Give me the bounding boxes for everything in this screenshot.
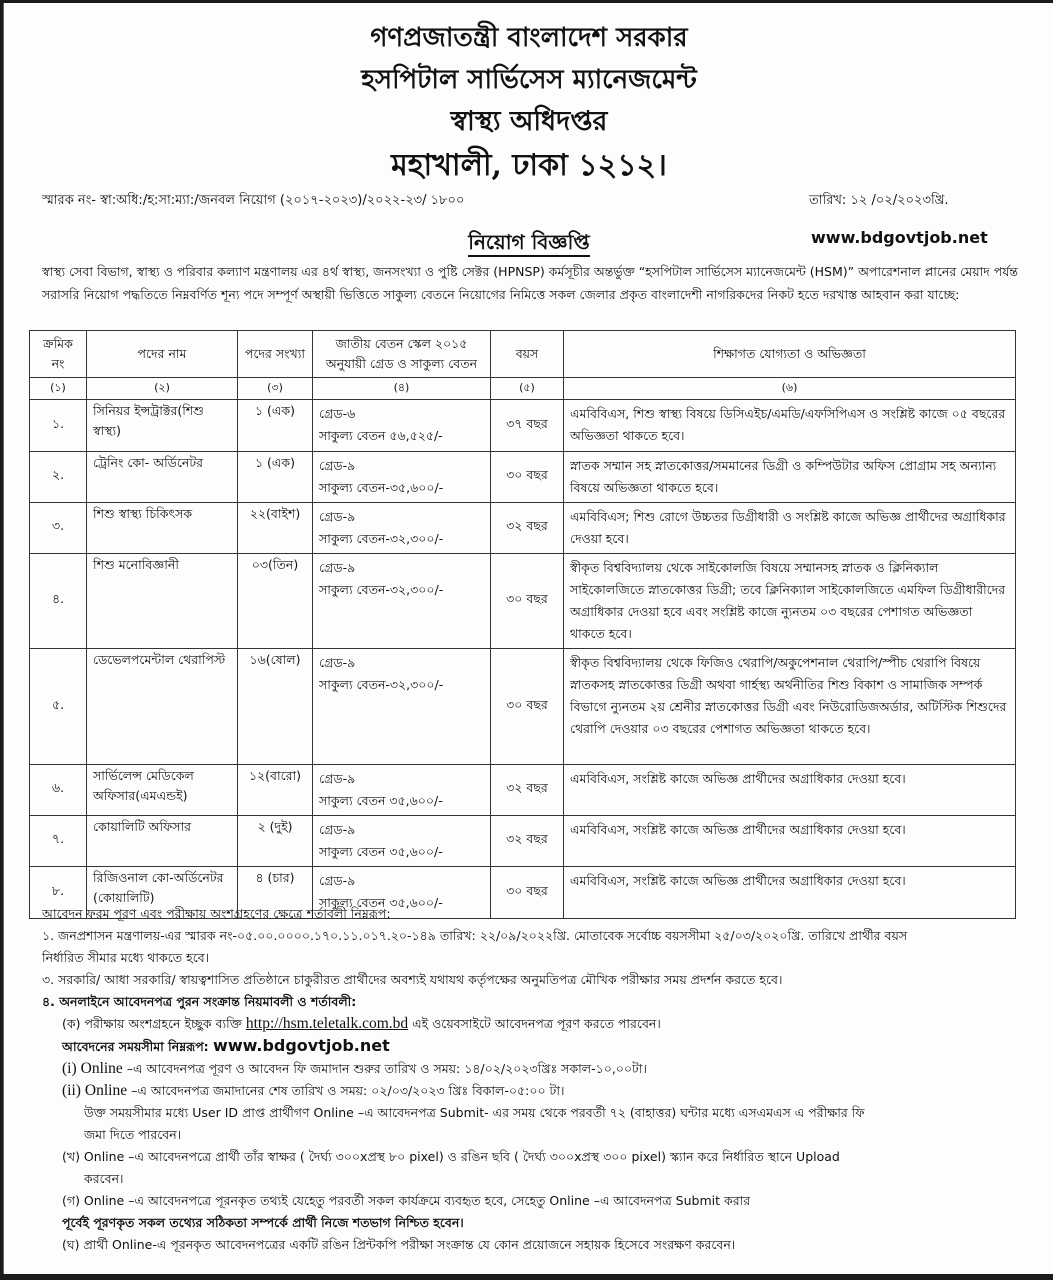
cell-pay (313, 554, 491, 649)
table-row (30, 503, 1016, 554)
deadline-heading (42, 1035, 1017, 1058)
grade: গ্রেড-৯ (319, 655, 356, 670)
col-grade-pay: জাতীয় বেতন স্কেল ২০১৫ অনুযায়ী গ্রেড ও সাকুল্য বেতন (313, 331, 491, 378)
cell-qualification: এমবিবিএস, সংশ্লিষ্ট কাজে অভিজ্ঞ প্রার্থীদের অগ্রাধিকার দেওয়া হবে। (564, 816, 1016, 867)
cell-pay (313, 765, 491, 816)
deadline-start (42, 1058, 1017, 1080)
cell-pay (313, 816, 491, 867)
cell-serial: ১. (30, 400, 87, 452)
column-number-row (30, 378, 1016, 400)
notice-title-text: নিয়োগ বিজ্ঞপ্তি (468, 230, 590, 257)
condition-4-ka (42, 1013, 1017, 1035)
deadline-site: www.bdgovtjob.net (213, 1036, 390, 1055)
cell-qualification: এমবিবিএস, শিশু স্বাস্থ্য বিষয়ে ডিসিএইচ/এমডি/এফসিপিএস ও সংশ্লিষ্ট কাজে ০৫ বছরের অভিজ্ঞতা থাকতে হবে। (564, 400, 1016, 452)
table-row (30, 554, 1016, 649)
table-header-row (30, 331, 1016, 378)
cell-qualification: স্বীকৃত বিশ্ববিদ্যালয় থেকে সাইকোলজি বিষয়ে সম্মানসহ স্নাতক ও ক্লিনিক্যাল সাইকোলজিতে স্নাতকোত্তর ডিগ্রী; তবে ক্লিনিক্যাল সাইকোলজিতে এমফিল ডিগ্রীধারীদের অগ্রাধিকার দেওয়া হবে এবং সংশ্লিষ্ট কাজে ন্যুনতম ০৩ বছরের পেশাগত অভিজ্ঞতা থাকতে হবে। (564, 554, 1016, 649)
deadline-end (42, 1080, 1017, 1102)
cell-serial: ২. (30, 452, 87, 503)
cell-age: ৩০ বছর (491, 867, 564, 919)
cell-pay (313, 503, 491, 554)
salary: সাকুল্য বেতন ৩৫,৬০০/- (319, 895, 443, 910)
condition-4-ga: (গ) Online –এ আবেদনপত্রে পূরনকৃত তথ্যই যেহেতু পরবর্তী সকল কার্যক্রমে ব্যবহৃত হবে, সেহেতু Online –এ আবেদনপত্র Submit করার (62, 1193, 751, 1208)
org-title: হসপিটাল সার্ভিসেস ম্যানেজমেন্ট (361, 65, 697, 95)
ka-text-end: এই ওয়েবসাইটে আবেদনপত্র পূরণ করতে পারবেন। (412, 1016, 661, 1031)
condition-1-cont: নির্ধারিত সীমার মধ্যে থাকতে হবে। (42, 950, 210, 965)
cell-post: শিশু স্বাস্থ্য চিকিৎসক (87, 503, 238, 554)
cell-count: ০৩(তিন) (238, 554, 313, 649)
cell-serial: ৬. (30, 765, 87, 816)
salary: সাকুল্য বেতন ৩৫,৬০০/- (319, 844, 443, 859)
table-row (30, 400, 1016, 452)
notice-page (3, 3, 1053, 1274)
col-num: (৩) (238, 378, 313, 400)
online-word: Online (80, 1060, 123, 1077)
condition-4: ৪. অনলাইনে আবেদনপত্র পুরন সংক্রান্ত নিয়মাবলী ও শর্তাবলী: (42, 994, 357, 1009)
cell-serial: ৭. (30, 816, 87, 867)
userid-note: উক্ত সময়সীমার মধ্যে User ID প্রাপ্ত প্রার্থীগণ Online –এ আবেদনপত্র Submit- এর সময় থেকে পরবর্তী ৭২ (বাহাত্তর) ঘন্টার মধ্যে এসএমএস এ পরীক্ষার ফি (84, 1105, 865, 1120)
col-post-name: পদের নাম (87, 331, 238, 378)
col-num: (২) (87, 378, 238, 400)
table-row (30, 452, 1016, 503)
online-word: Online (84, 1082, 128, 1099)
item-label: (i) (62, 1060, 77, 1077)
cell-qualification: স্নাতক সম্মান সহ স্নাতকোত্তর/সমমানের ডিগ্রী ও কম্পিউটার অফিস প্রোগ্রাম সহ অন্যান্য বিষয়ে অভিজ্ঞতা থাকতে হবে। (564, 452, 1016, 503)
col-num: (১) (30, 378, 87, 400)
salary: সাকুল্য বেতন-৩২,৩০০/- (319, 677, 444, 692)
deadline-start-text: –এ আবেদনপত্র পূরণ ও আবেদন ফি জমাদান শুরুর তারিখ ও সময়: ১৪/০২/২০২৩খ্রিঃ সকাল-১০,০০টা। (126, 1061, 647, 1076)
cell-serial: ৮. (30, 867, 87, 919)
cell-post: সিনিয়র ইন্সট্রাক্টর(শিশু স্বাস্থ্য) (87, 400, 238, 452)
cell-age: ৩০ বছর (491, 452, 564, 503)
cell-age: ৩৭ বছর (491, 400, 564, 452)
cell-age: ৩২ বছর (491, 765, 564, 816)
salary: সাকুল্য বেতন-৩৫,৬০০/- (319, 480, 444, 495)
grade: গ্রেড-৯ (319, 509, 356, 524)
cell-serial: ৩. (30, 503, 87, 554)
salary: সাকুল্য বেতন ৩৫,৬০০/- (319, 793, 443, 808)
cell-age: ৩২ বছর (491, 503, 564, 554)
deadline-label: আবেদনের সময়সীমা নিম্নরূপ: (62, 1039, 209, 1054)
grade: গ্রেড-৯ (319, 822, 356, 837)
cell-qualification: এমবিবিএস, সংশ্লিষ্ট কাজে অভিজ্ঞ প্রার্থীদের অগ্রাধিকার দেওয়া হবে। (564, 765, 1016, 816)
directorate-title: স্বাস্থ্য অধিদপ্তর (450, 106, 608, 137)
col-qualification: শিক্ষাগত যোগ্যতা ও অভিজ্ঞতা (564, 331, 1016, 378)
col-num: (৫) (491, 378, 564, 400)
grade: গ্রেড-৯ (319, 771, 356, 786)
cell-qualification: স্বীকৃত বিশ্ববিদ্যালয় থেকে ফিজিও থেরাপি/অকুপেশনাল থেরাপি/স্পীচ থেরাপি বিষয়ে স্নাতকসহ স্নাতকোত্তর ডিগ্রী অথবা গার্হস্থ্য অর্থনীতির শিশু বিকাশ ও সামাজিক সম্পর্ক বিভাগে ন্যুনতম ২য় শ্রেনীর স্নাতকোত্তর ডিগ্রী এবং নিউরোডিজঅর্ডার, অটিস্টিক শিশুদের থেরাপি দেওয়ার ০৩ বছরের পেশাগত অভিজ্ঞতা থাকতে হবে। (564, 649, 1016, 765)
condition-4-kha-cont: করবেন। (84, 1171, 124, 1186)
cell-count: ১২(বারো) (238, 765, 313, 816)
cell-age: ৩২ বছর (491, 816, 564, 867)
conditions-section (42, 903, 1017, 1256)
cell-count: ২ (দুই) (238, 816, 313, 867)
cell-post: ট্রেনিং কো- অর্ডিনেটর (87, 452, 238, 503)
col-serial: ক্রমিক নং (30, 331, 87, 378)
col-post-count: পদের সংখ্যা (238, 331, 313, 378)
cell-post: রিজিওনাল কো-অর্ডিনেটর (কোয়ালিটি) (87, 867, 238, 919)
watermark-site: www.bdgovtjob.net (811, 228, 988, 247)
col-num: (৬) (564, 378, 1016, 400)
cell-post: কোয়ালিটি অফিসার (87, 816, 238, 867)
col-num: (৪) (313, 378, 491, 400)
item-label: (ii) (62, 1082, 81, 1099)
cell-count: ১ (এক) (238, 452, 313, 503)
cell-qualification: এমবিবিএস, সংশ্লিষ্ট কাজে অভিজ্ঞ প্রার্থীদের অগ্রাধিকার দেওয়া হবে। (564, 867, 1016, 919)
cell-pay (313, 649, 491, 765)
deadline-end-text: –এ আবেদনপত্র জমাদানের শেষ তারিখ ও সময়: ০২/০৩/২০২৩ খ্রিঃ বিকাল-০৫:০০ টা। (131, 1083, 565, 1098)
condition-4-ga-cont: পূর্বেই পূরণকৃত সকল তথ্যের সঠিকতা সম্পর্কে প্রার্থী নিজে শতভাগ নিশ্চিত হবেন। (62, 1215, 464, 1230)
intro-paragraph: স্বাস্থ্য সেবা বিভাগ, স্বাস্থ্য ও পরিবার কল্যাণ মন্ত্রণালয় এর ৪র্থ স্বাস্থ্য, জনসংখ্যা ও পুষ্টি সেক্টর (HPNSP) কর্মসূচীর অন্তর্ভুক্ত “হসপিটাল সার্ভিসেস ম্যানেজমেন্ট (HSM)” অপারেশনাল প্লানের মেয়াদ পর্যন্ত সরাসরি নিয়োগ পদ্ধতিতে নিম্নবর্ণিত শূন্য পদে সম্পূর্ণ অস্থায়ী ভিত্তিতে সাকুল্য বেতনে নিয়োগের নিমিত্তে সকল জেলার প্রকৃত বাংলাদেশী নাগরিকদের নিকট হতে দরখাস্ত আহবান করা যাচ্ছে: (42, 264, 1019, 302)
cell-pay (313, 452, 491, 503)
col-age: বয়স (491, 331, 564, 378)
memo-number: স্মারক নং- স্বা:অধি:/হ:সা:ম্যা:/জনবল নিয়োগ (২০১৭-২০২৩)/২০২২-২৩/ ১৮০০ (42, 193, 465, 208)
cell-serial: ৪. (30, 554, 87, 649)
condition-4-kha: (খ) Online –এ আবেদনপত্রে প্রার্থী তাঁর স্বাক্ষর ( দৈর্ঘ্য ৩০০xপ্রস্থ ৮০ pixel) ও রঙিন ছবি ( দৈর্ঘ্য ৩০০xপ্রস্থ ৩০০ pixel) স্ক্যান করে নির্ধারিত স্থানে Upload (62, 1149, 840, 1164)
table-row (30, 765, 1016, 816)
vacancy-table (29, 330, 1016, 919)
teletalk-link[interactable]: http://hsm.teletalk.com.bd (245, 1015, 409, 1032)
cell-count: ১ (এক) (238, 400, 313, 452)
table-row (30, 649, 1016, 765)
cell-count: ১৬(ষোল) (238, 649, 313, 765)
cell-serial: ৫. (30, 649, 87, 765)
ka-text: (ক) পরীক্ষায় অংশগ্রহনে ইচ্ছুক ব্যক্তি (62, 1016, 242, 1031)
notice-date: তারিখ: ১২ /০২/২০২৩খ্রি. (809, 193, 949, 208)
address-title: মহাখালী, ঢাকা ১২১২। (391, 148, 667, 183)
cell-qualification: এমবিবিএস; শিশু রোগে উচ্চতর ডিগ্রীধারী ও সংশ্লিষ্ট কাজে অভিজ্ঞ প্রার্থীদের অগ্রাধিকার দেওয়া হবে। (564, 503, 1016, 554)
grade: গ্রেড-৯ (319, 560, 356, 575)
userid-note-cont: জমা দিতে পারবেন। (84, 1127, 182, 1142)
grade: গ্রেড-৬ (319, 406, 356, 421)
grade: গ্রেড-৯ (319, 458, 356, 473)
cell-count: ৪ (চার) (238, 867, 313, 919)
govt-title: গণপ্রজাতন্ত্রী বাংলাদেশ সরকার (370, 23, 688, 53)
salary: সাকুল্য বেতন ৫৬,৫২৫/- (319, 428, 443, 443)
conditions-title: আবেদন ফরম পূরণ এবং পরীক্ষায় অংশগ্রহণের ক্ষেত্রে শর্তাবলী নিম্নরূপ: (42, 906, 391, 921)
grade: গ্রেড-৯ (319, 873, 356, 888)
cell-post: সার্ভিলেন্স মেডিকেল অফিসার(এমএন্ডই) (87, 765, 238, 816)
cell-count: ২২(বাইশ) (238, 503, 313, 554)
cell-pay (313, 400, 491, 452)
table-row (30, 816, 1016, 867)
cell-post: ডেভেলপমেন্টাল থেরাপিস্ট (87, 649, 238, 765)
salary: সাকুল্য বেতন-৩২,৩০০/- (319, 531, 444, 546)
cell-age: ৩০ বছর (491, 554, 564, 649)
condition-4-gha: (ঘ) প্রার্থী Online-এ পূরনকৃত আবেদনপত্রের একটি রঙিন প্রিন্টকপি পরীক্ষা সংক্রান্ত যে কোন প্রয়োজনে সহায়ক হিসেবে সংরক্ষণ করবেন। (62, 1237, 736, 1252)
condition-1: ১. জনপ্রশাসন মন্ত্রণালয়-এর স্মারক নং-০৫.০০.০০০০.১৭০.১১.০১৭.২০-১৪৯ তারিখ: ২২/০৯/২০২২খ্রি. মোতাবেক সর্বোচ্চ বয়সসীমা ২৫/০৩/২০২০খ্রি. তারিখে প্রার্থীর বয়স (42, 928, 908, 943)
cell-post: শিশু মনোবিজ্ঞানী (87, 554, 238, 649)
salary: সাকুল্য বেতন-৩২,৩০০/- (319, 582, 444, 597)
condition-3: ৩. সরকারি/ আধা সরকারি/ স্বায়ত্বশাসিত প্রতিষ্ঠানে চাকুরীরত প্রার্থীদের অবশ্যই যথাযথ কর্তৃপক্ষের অনুমতিপত্র মৌখিক পরীক্ষার সময় প্রদর্শন করতে হবে। (42, 972, 783, 987)
cell-age: ৩০ বছর (491, 649, 564, 765)
